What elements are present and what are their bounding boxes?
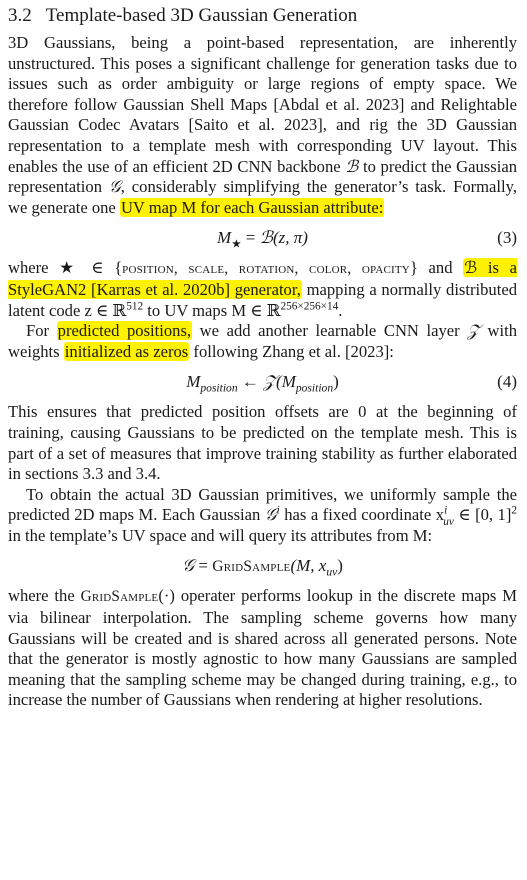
equation-number: (3) (497, 228, 517, 248)
function-name: GridSample (80, 588, 159, 606)
section-title: Template-based 3D Gaussian Generation (45, 5, 358, 26)
math-symbol: M (217, 228, 232, 248)
math-superscript: 512 (126, 300, 144, 312)
math-superscript: 256×256×14 (280, 300, 339, 312)
text-run: ∈ [0, 1] (453, 505, 512, 525)
math-args: (M, x (290, 556, 327, 576)
text-run: To obtain the actual 3D Gaussian primitives, we uniformly sample the predicted 2D maps M. Each Gaussian (8, 484, 517, 525)
text-run: , considerably simplifying the generator’s task. Formally, we generate one (8, 177, 517, 217)
math-operator: ← (237, 372, 264, 392)
attribute-list: position, scale, rotation, color, opacity (122, 260, 410, 278)
paper-page (8, 4, 517, 711)
equation-number: (4) (497, 372, 517, 392)
math-superscript: 2 (511, 504, 517, 517)
equation-4 (8, 362, 517, 402)
math-args: (z, π) (273, 228, 308, 248)
paragraph-sampling (8, 485, 517, 547)
paragraph-intro (8, 33, 517, 218)
math-subscript: position (200, 381, 238, 395)
equation-3 (8, 218, 517, 258)
math-superscript: i (444, 504, 448, 517)
highlight: ℬ is a StyleGAN2 [Karras et al. 2020b] generator, (8, 258, 517, 299)
math-symbol: 𝒢 (182, 556, 195, 577)
paragraph-generator (8, 258, 517, 321)
text-run: with weights (8, 321, 517, 361)
text-run: where ★ ∈ { (8, 258, 123, 278)
text-run: following Zhang et al. [2023]: (189, 341, 394, 361)
text-run: has a fixed coordinate x (279, 505, 445, 525)
math-args: (M (276, 372, 296, 392)
text-run: to predict the Gaussian representation (8, 156, 517, 197)
math-symbol: M (186, 372, 201, 392)
text-run: to UV maps M ∈ ℝ (143, 300, 281, 320)
text-run: in the template’s UV space and will query its attributes from M: (8, 525, 433, 545)
math-subscript: ★ (231, 237, 242, 251)
text-run: . (338, 300, 343, 320)
paragraph-stability: This ensures that predicted position offsets are 0 at the beginning of training, causing Gaussians to be predicted on the template mesh. This is part of a set of measures that improve training stability as further elaborated in sections 3.3 and 3.4. (8, 402, 517, 484)
highlight: UV map M for each Gaussian attribute: (120, 197, 384, 217)
equation-gridsample (8, 546, 517, 586)
text-run: For (26, 321, 57, 341)
text-run: where the (8, 586, 81, 606)
highlight: initialized as zeros (64, 341, 189, 361)
paragraph-gridsample (8, 586, 517, 711)
math-superscript: i (276, 504, 280, 517)
text-run: } and (409, 258, 464, 278)
math-subscript: position (295, 381, 334, 395)
math-symbol: 𝒵 (263, 372, 277, 393)
highlight: predicted positions, (57, 321, 192, 341)
math-operator: = (241, 228, 260, 248)
text-run: we add another learnable CNN layer (192, 321, 468, 341)
function-name: GridSample (212, 558, 291, 576)
math-subscript: uv (326, 565, 338, 579)
math-symbol: 𝒢 (108, 177, 121, 197)
math-args: ) (333, 372, 339, 392)
math-operator: = (194, 556, 213, 576)
section-heading (8, 4, 517, 28)
section-number: 3.2 (8, 5, 32, 26)
math-symbol: ℬ (259, 228, 274, 249)
text-run: mapping a normally distributed latent code z ∈ ℝ (8, 279, 518, 320)
paragraph-positions (8, 321, 517, 362)
math-symbol: 𝒵 (467, 321, 480, 341)
math-subscript: uv (443, 515, 454, 528)
text-run: 3D Gaussians, being a point-based representation, are inherently unstructured. This poses a significant challenge for generation tasks due to issues such as order ambiguity or large regions of empty space. We therefore follow Gaussian Shell Maps [Abdal et al. 2023] and Relightable Gaussian Codec Avatars [Saito et al. 2023], and rig the 3D Gaussian representation to a template mesh with corresponding UV layout. This enables the use of an efficient 2D CNN backbone (8, 33, 517, 176)
math-args: ) (337, 556, 343, 576)
math-symbol: ℬ (345, 156, 359, 176)
text-run: (·) operater performs lookup in the discrete maps M via bilinear interpolation. The sampling scheme governs how many Gaussians will be created and is shared across all generated persons. Note that the generator is mostly agnostic to how many Gaussians are sampled meaning that the sampling scheme may be changed during training, e.g., to increase the number of Gaussians when rendering at higher resolutions. (8, 586, 518, 710)
math-symbol: 𝒢 (264, 505, 277, 525)
